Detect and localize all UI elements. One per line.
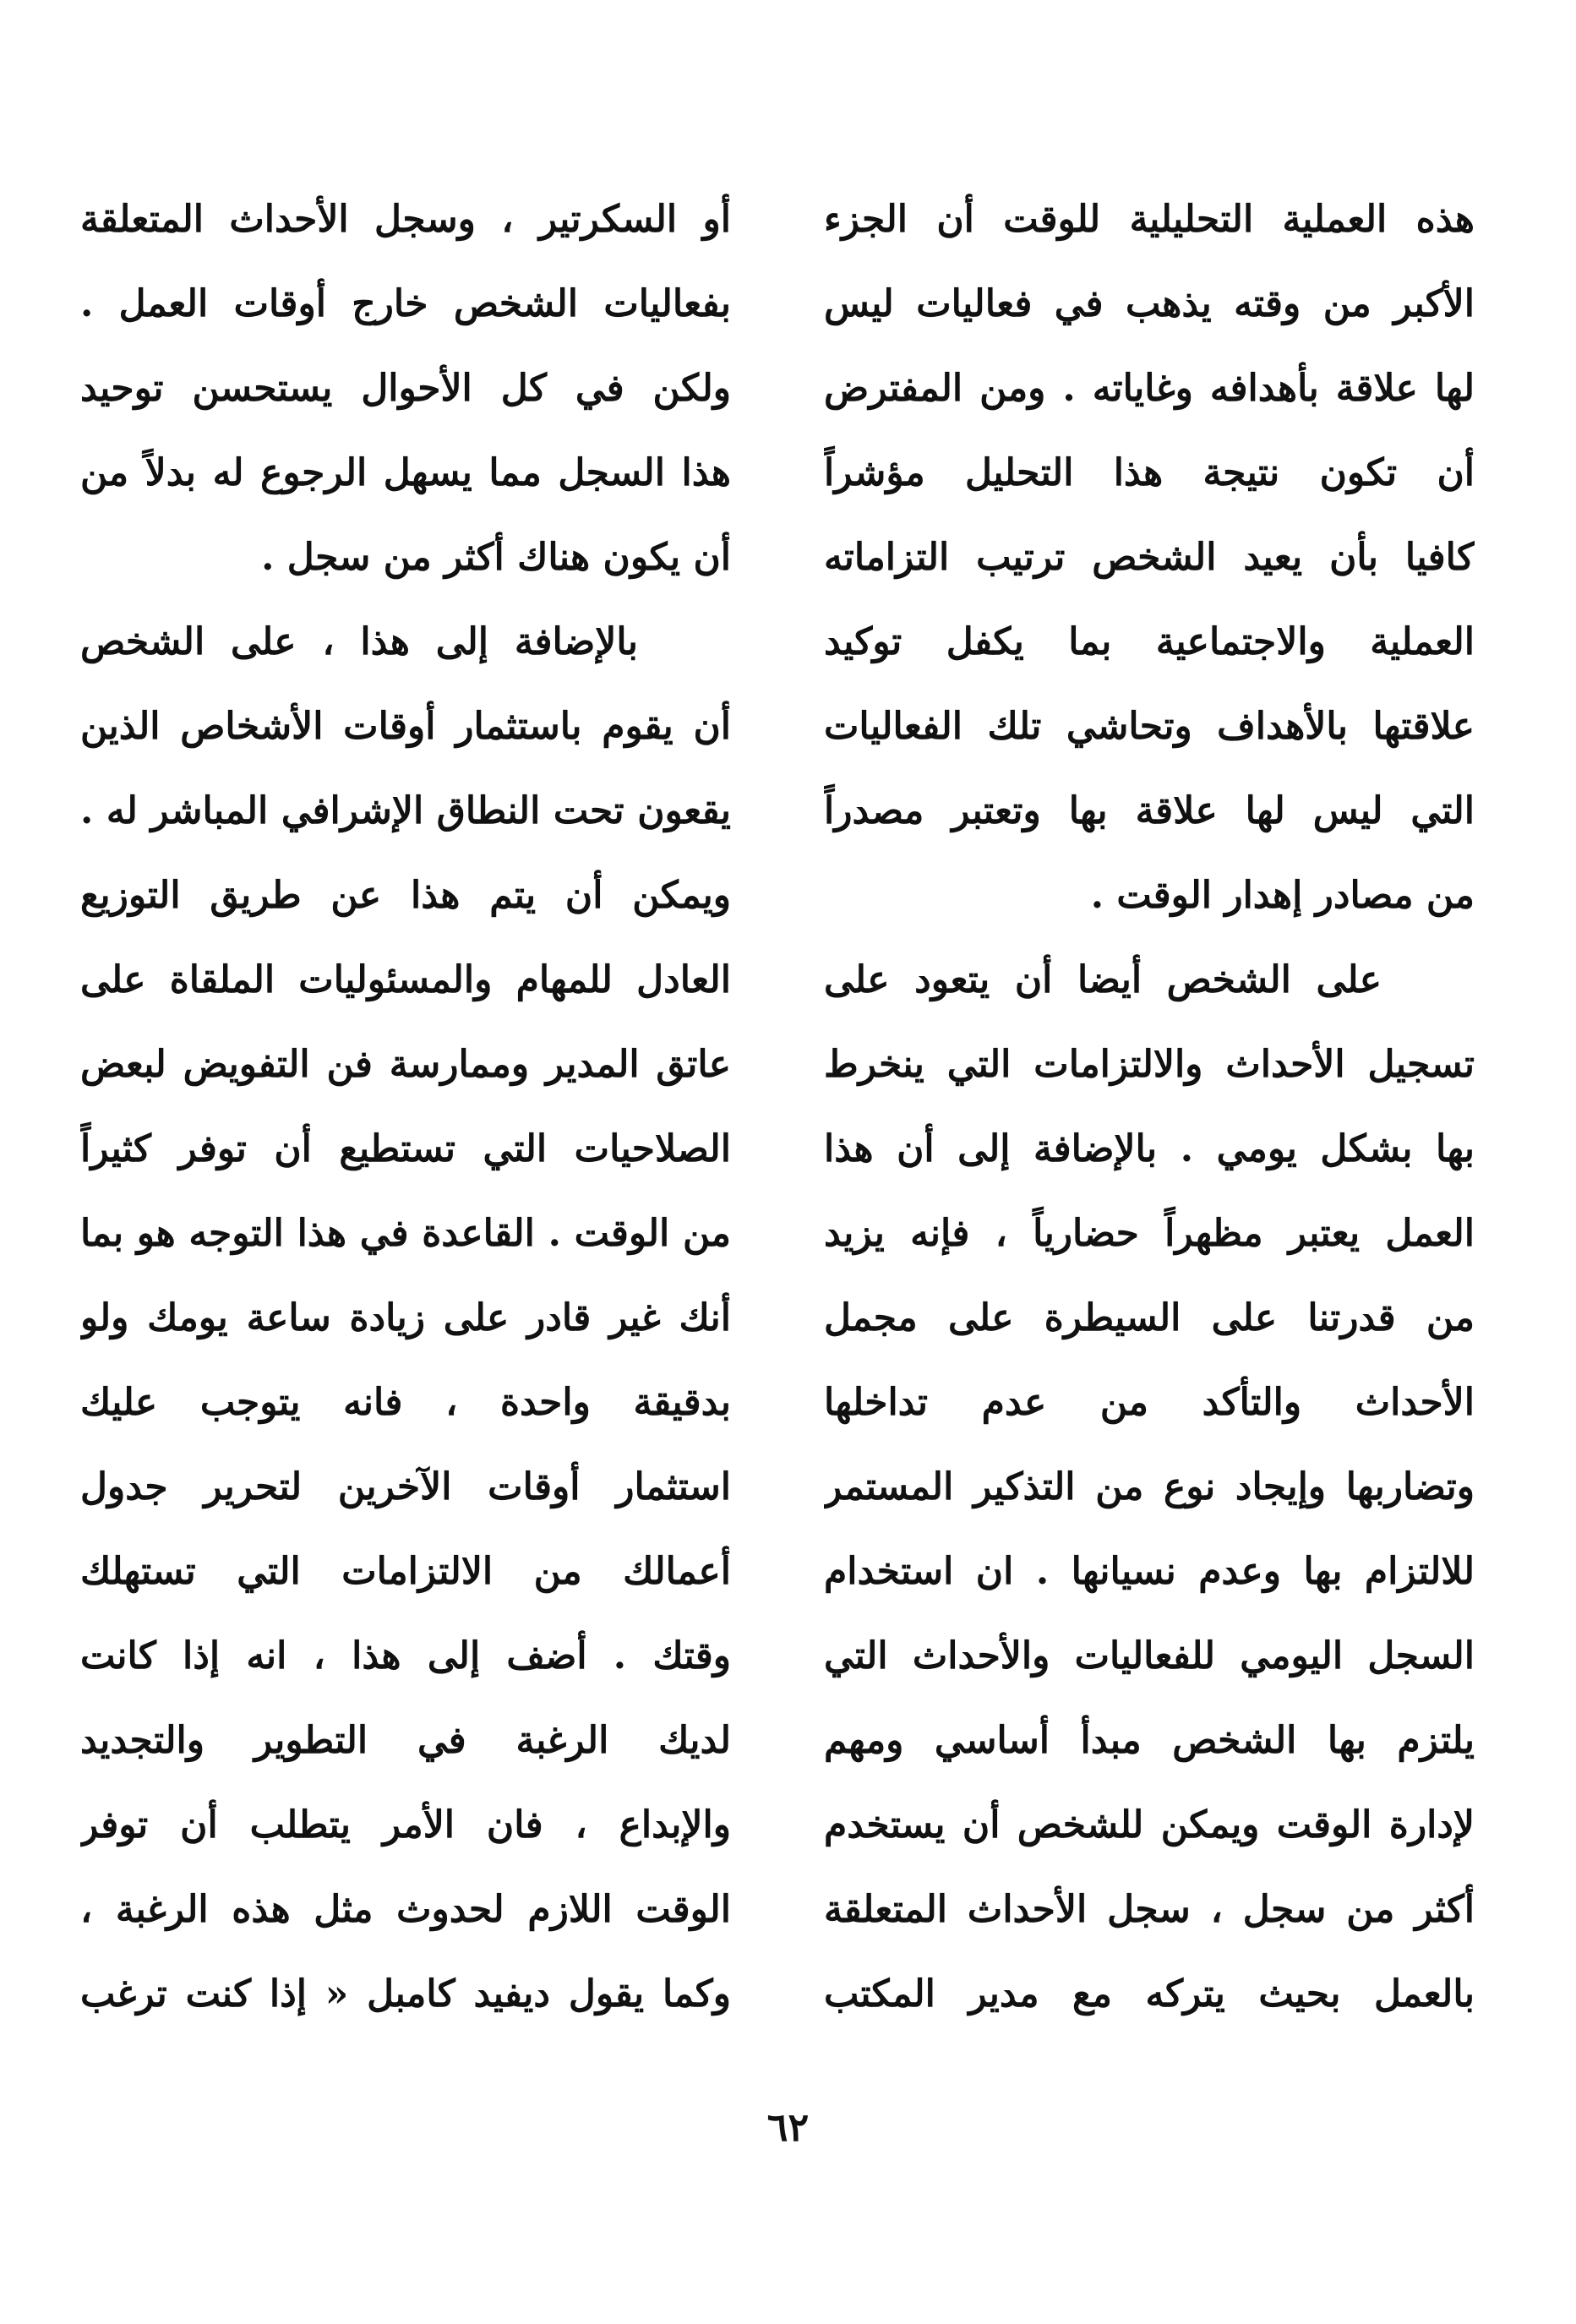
text-line: على الشخص أيضا أن يتعود على <box>824 958 1382 1001</box>
text-line: وقتك . أضف إلى هذا ، انه إذا كانت <box>80 1634 731 1678</box>
text-line: والإبداع ، فان الأمر يتطلب أن توفر <box>80 1803 731 1847</box>
text-line: كافيا بأن يعيد الشخص ترتيب التزاماته <box>824 536 1475 579</box>
text-line: التي ليس لها علاقة بها وتعتبر مصدراً <box>824 789 1475 832</box>
text-line: أكثر من سجل ، سجل الأحداث المتعلقة <box>824 1888 1475 1931</box>
text-line: أن يكون هناك أكثر من سجل . <box>261 536 731 579</box>
text-line: العادل للمهام والمسئوليات الملقاة على <box>80 958 731 1001</box>
text-line: لها علاقة بأهدافه وغاياته . ومن المفترض <box>824 367 1475 410</box>
text-line: الوقت اللازم لحدوث مثل هذه الرغبة ، <box>80 1888 731 1931</box>
right-column <box>824 177 1475 2037</box>
page-number: ٦٢ <box>766 2104 810 2150</box>
text-line: لديك الرغبة في التطوير والتجديد <box>80 1719 731 1762</box>
paragraph <box>80 177 731 600</box>
text-line: ويمكن أن يتم هذا عن طريق التوزيع <box>80 874 731 917</box>
text-line: بالعمل بحيث يتركه مع مدير المكتب <box>824 1972 1475 2016</box>
text-line: بالإضافة إلى هذا ، على الشخص <box>80 620 638 663</box>
text-line: أنك غير قادر على زيادة ساعة يومك ولو <box>80 1296 731 1339</box>
paragraph <box>80 600 731 2037</box>
text-line: هذه العملية التحليلية للوقت أن الجزء <box>824 198 1475 241</box>
paragraph <box>824 177 1475 938</box>
text-line: أعمالك من الالتزامات التي تستهلك <box>80 1550 731 1593</box>
paragraph <box>824 938 1475 2037</box>
text-line: علاقتها بالأهداف وتحاشي تلك الفعاليات <box>824 705 1475 748</box>
text-line: وتضاربها وإيجاد نوع من التذكير المستمر <box>824 1465 1475 1508</box>
text-line: أن تكون نتيجة هذا التحليل مؤشراً <box>824 451 1475 494</box>
left-column <box>80 177 731 2037</box>
text-line: العملية والاجتماعية بما يكفل توكيد <box>824 620 1475 663</box>
text-line: الأكبر من وقته يذهب في فعاليات ليس <box>824 282 1475 325</box>
text-line: تسجيل الأحداث والالتزامات التي ينخرط <box>824 1043 1475 1086</box>
text-line: عاتق المدير وممارسة فن التفويض لبعض <box>80 1043 731 1086</box>
text-line: من الوقت . القاعدة في هذا التوجه هو بما <box>80 1212 731 1255</box>
text-line: هذا السجل مما يسهل الرجوع له بدلاً من <box>80 451 731 494</box>
text-line: بدقيقة واحدة ، فانه يتوجب عليك <box>80 1381 731 1424</box>
text-line: من مصادر إهدار الوقت . <box>1090 874 1475 917</box>
text-line: من قدرتنا على السيطرة على مجمل <box>824 1296 1475 1339</box>
text-line: السجل اليومي للفعاليات والأحداث التي <box>824 1634 1475 1678</box>
text-line: يقعون تحت النطاق الإشرافي المباشر له . <box>80 789 731 832</box>
text-line: لإدارة الوقت ويمكن للشخص أن يستخدم <box>824 1803 1475 1847</box>
text-line: الأحداث والتأكد من عدم تداخلها <box>824 1381 1475 1424</box>
text-line: للالتزام بها وعدم نسيانها . ان استخدام <box>824 1550 1475 1593</box>
text-line: استثمار أوقات الآخرين لتحرير جدول <box>80 1465 731 1508</box>
text-line: يلتزم بها الشخص مبدأ أساسي ومهم <box>824 1719 1475 1762</box>
text-line: وكما يقول ديفيد كامبل « إذا كنت ترغب <box>80 1972 731 2016</box>
text-line: الصلاحيات التي تستطيع أن توفر كثيراً <box>80 1127 731 1170</box>
text-line: أن يقوم باستثمار أوقات الأشخاص الذين <box>80 705 731 748</box>
text-line: بفعاليات الشخص خارج أوقات العمل . <box>80 282 731 325</box>
text-line: أو السكرتير ، وسجل الأحداث المتعلقة <box>80 198 731 241</box>
text-line: العمل يعتبر مظهراً حضارياً ، فإنه يزيد <box>824 1212 1475 1255</box>
text-line: بها بشكل يومي . بالإضافة إلى أن هذا <box>824 1127 1475 1170</box>
text-line: ولكن في كل الأحوال يستحسن توحيد <box>80 367 731 410</box>
